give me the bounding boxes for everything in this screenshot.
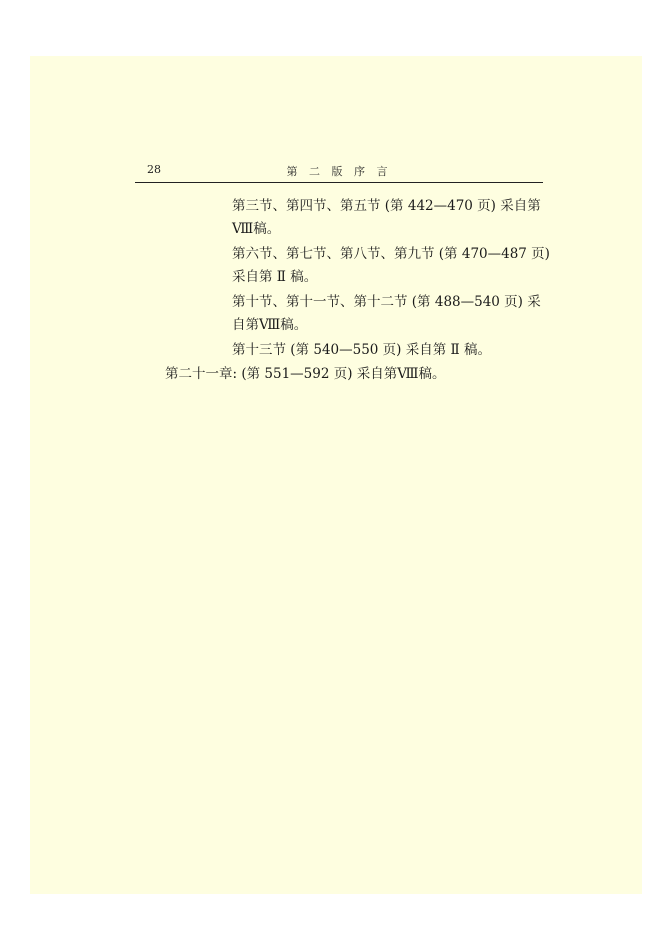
- text-line: 自第Ⅷ稿。: [232, 317, 308, 333]
- text-line: 采自第 Ⅱ 稿。: [232, 269, 318, 285]
- page-header: [135, 162, 543, 183]
- text-line: 第六节、第七节、第八节、第九节 (第 470—487 页): [232, 246, 550, 262]
- text-line: 第三节、第四节、第五节 (第 442—470 页) 采自第: [232, 198, 541, 214]
- page-number: 28: [147, 163, 161, 176]
- text-line: 第十三节 (第 540—550 页) 采自第 Ⅱ 稿。: [232, 342, 491, 358]
- text-line: Ⅷ稿。: [232, 221, 281, 237]
- text-line: 第二十一章: (第 551—592 页) 采自第Ⅷ稿。: [165, 366, 446, 382]
- running-title: 第 二 版 序 言: [286, 165, 392, 178]
- text-line: 第十节、第十一节、第十二节 (第 488—540 页) 采: [232, 294, 541, 310]
